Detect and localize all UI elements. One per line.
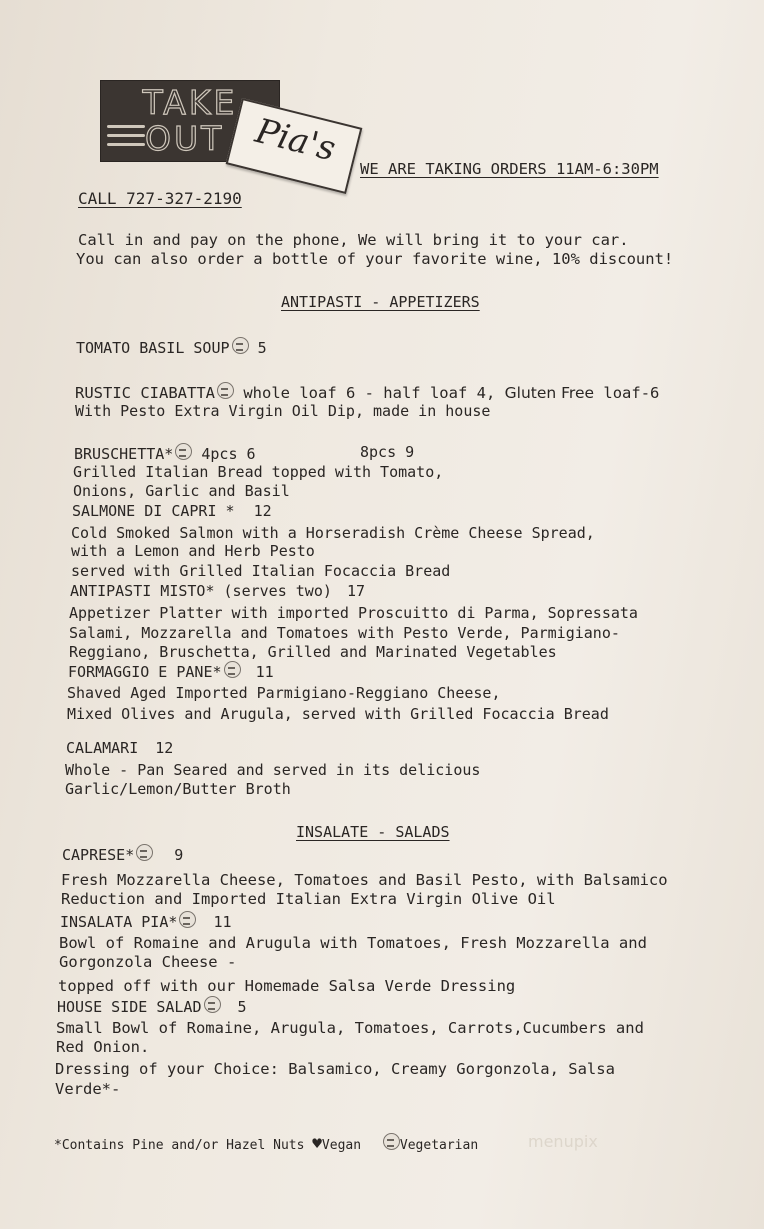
vegan-heart-icon: ♥ bbox=[312, 1134, 322, 1153]
item-name: SALMONE DI CAPRI * bbox=[72, 502, 235, 520]
logo-speed-lines bbox=[107, 125, 145, 152]
formaggio-desc-1: Shaved Aged Imported Parmigiano-Reggiano Cheese, bbox=[67, 684, 501, 702]
ciabatta-desc-1: With Pesto Extra Virgin Oil Dip, made in house bbox=[75, 402, 491, 420]
house-side-desc-4: Verde*- bbox=[55, 1080, 121, 1098]
item-house-side-salad bbox=[57, 996, 247, 1016]
house-side-desc-2: Red Onion. bbox=[56, 1038, 150, 1056]
vegetarian-icon bbox=[204, 996, 221, 1013]
pias-logo-card bbox=[226, 98, 363, 194]
item-price: 12 bbox=[253, 502, 272, 520]
pias-logo-text: Pia's bbox=[251, 110, 340, 170]
logo-out-text: OUT bbox=[145, 119, 225, 158]
item-insalata-pia bbox=[60, 911, 232, 931]
vegetarian-icon bbox=[224, 661, 241, 678]
item-antipasti-misto bbox=[70, 582, 365, 600]
caprese-desc-1: Fresh Mozzarella Cheese, Tomatoes and Basil Pesto, with Balsamico bbox=[61, 871, 668, 889]
item-salmone-di-capri bbox=[72, 502, 272, 520]
intro-line-2: You can also order a bottle of your favorite wine, 10% discount! bbox=[76, 250, 674, 268]
item-price: 5 bbox=[257, 339, 267, 357]
item-prices: whole loaf 6 - half loaf 4, bbox=[243, 384, 496, 402]
nuts-note: *Contains Pine and/or Hazel Nuts bbox=[54, 1138, 305, 1153]
item-rustic-ciabatta bbox=[75, 382, 659, 402]
formaggio-desc-2: Mixed Olives and Arugula, served with Grilled Focaccia Bread bbox=[67, 705, 609, 723]
item-name: ANTIPASTI MISTO* (serves two) bbox=[70, 582, 332, 600]
item-bruschetta bbox=[74, 443, 256, 463]
item-tomato-basil-soup bbox=[76, 337, 267, 357]
intro-line-1: Call in and pay on the phone, We will bring it to your car. bbox=[78, 231, 629, 249]
item-price: 17 bbox=[346, 582, 365, 600]
item-formaggio-e-pane bbox=[68, 661, 274, 681]
vegetarian-icon bbox=[383, 1133, 400, 1150]
calamari-desc-1: Whole - Pan Seared and served in its delicious bbox=[65, 761, 481, 779]
item-price: 11 bbox=[255, 663, 274, 681]
vegetarian-icon bbox=[175, 443, 192, 460]
calamari-desc-2: Garlic/Lemon/Butter Broth bbox=[65, 780, 291, 798]
salmone-desc-2: with a Lemon and Herb Pesto bbox=[71, 542, 315, 560]
caprese-desc-2: Reduction and Imported Italian Extra Virgin Olive Oil bbox=[61, 890, 556, 908]
item-price: 11 bbox=[213, 913, 232, 931]
misto-desc-2: Salami, Mozzarella and Tomatoes with Pesto Verde, Parmigiano- bbox=[69, 624, 620, 642]
vegetarian-icon bbox=[179, 911, 196, 928]
section-title-insalate: INSALATE - SALADS bbox=[296, 823, 450, 841]
orders-hours: WE ARE TAKING ORDERS 11AM-6:30PM bbox=[360, 160, 659, 178]
salmone-desc-3: served with Grilled Italian Focaccia Bread bbox=[71, 562, 451, 580]
vegan-label: Vegan bbox=[321, 1138, 362, 1153]
item-name: BRUSCHETTA* bbox=[74, 445, 174, 463]
watermark: menupix bbox=[528, 1132, 598, 1151]
vegetarian-icon bbox=[136, 844, 153, 861]
item-name: TOMATO BASIL SOUP bbox=[76, 339, 230, 357]
misto-desc-3: Reggiano, Bruschetta, Grilled and Marinated Vegetables bbox=[69, 643, 557, 661]
gluten-free-label: Gluten Free bbox=[504, 384, 595, 402]
insalata-pia-desc-3: topped off with our Homemade Salsa Verde Dressing bbox=[58, 977, 516, 995]
item-name: CAPRESE* bbox=[62, 846, 135, 864]
vegetarian-icon bbox=[217, 382, 234, 399]
item-price: 5 bbox=[237, 998, 247, 1016]
item-name: HOUSE SIDE SALAD bbox=[57, 998, 202, 1016]
house-side-desc-1: Small Bowl of Romaine, Arugula, Tomatoes, Carrots,Cucumbers and bbox=[56, 1019, 644, 1037]
misto-desc-1: Appetizer Platter with imported Proscuitto di Parma, Sopressata bbox=[69, 604, 638, 622]
item-price: 9 bbox=[174, 846, 184, 864]
section-title-antipasti: ANTIPASTI - APPETIZERS bbox=[281, 293, 480, 311]
footer-legend bbox=[54, 1133, 478, 1155]
item-name: RUSTIC CIABATTA bbox=[75, 384, 215, 402]
salmone-desc-1: Cold Smoked Salmon with a Horseradish Crème Cheese Spread, bbox=[71, 524, 595, 542]
vegetarian-icon bbox=[232, 337, 249, 354]
insalata-pia-desc-2: Gorgonzola Cheese - bbox=[59, 953, 237, 971]
vegetarian-label: Vegetarian bbox=[399, 1138, 479, 1153]
bruschetta-price-8pcs: 8pcs 9 bbox=[360, 443, 415, 461]
item-price-4pcs: 4pcs 6 bbox=[201, 445, 256, 463]
item-caprese bbox=[62, 844, 183, 864]
insalata-pia-desc-1: Bowl of Romaine and Arugula with Tomatoes, Fresh Mozzarella and bbox=[59, 934, 647, 952]
item-calamari bbox=[66, 739, 173, 757]
bruschetta-desc-1: Grilled Italian Bread topped with Tomato, bbox=[73, 463, 444, 481]
logo-take-text: TAKE bbox=[142, 83, 238, 122]
bruschetta-desc-2: Onions, Garlic and Basil bbox=[73, 482, 290, 500]
house-side-desc-3: Dressing of your Choice: Balsamico, Creamy Gorgonzola, Salsa bbox=[55, 1060, 615, 1078]
phone-number: CALL 727-327-2190 bbox=[78, 189, 242, 208]
item-price: 12 bbox=[155, 739, 174, 757]
item-name: INSALATA PIA* bbox=[60, 913, 178, 931]
item-name: CALAMARI bbox=[66, 739, 139, 757]
gluten-free-price: loaf-6 bbox=[603, 384, 660, 402]
item-name: FORMAGGIO E PANE* bbox=[68, 663, 222, 681]
